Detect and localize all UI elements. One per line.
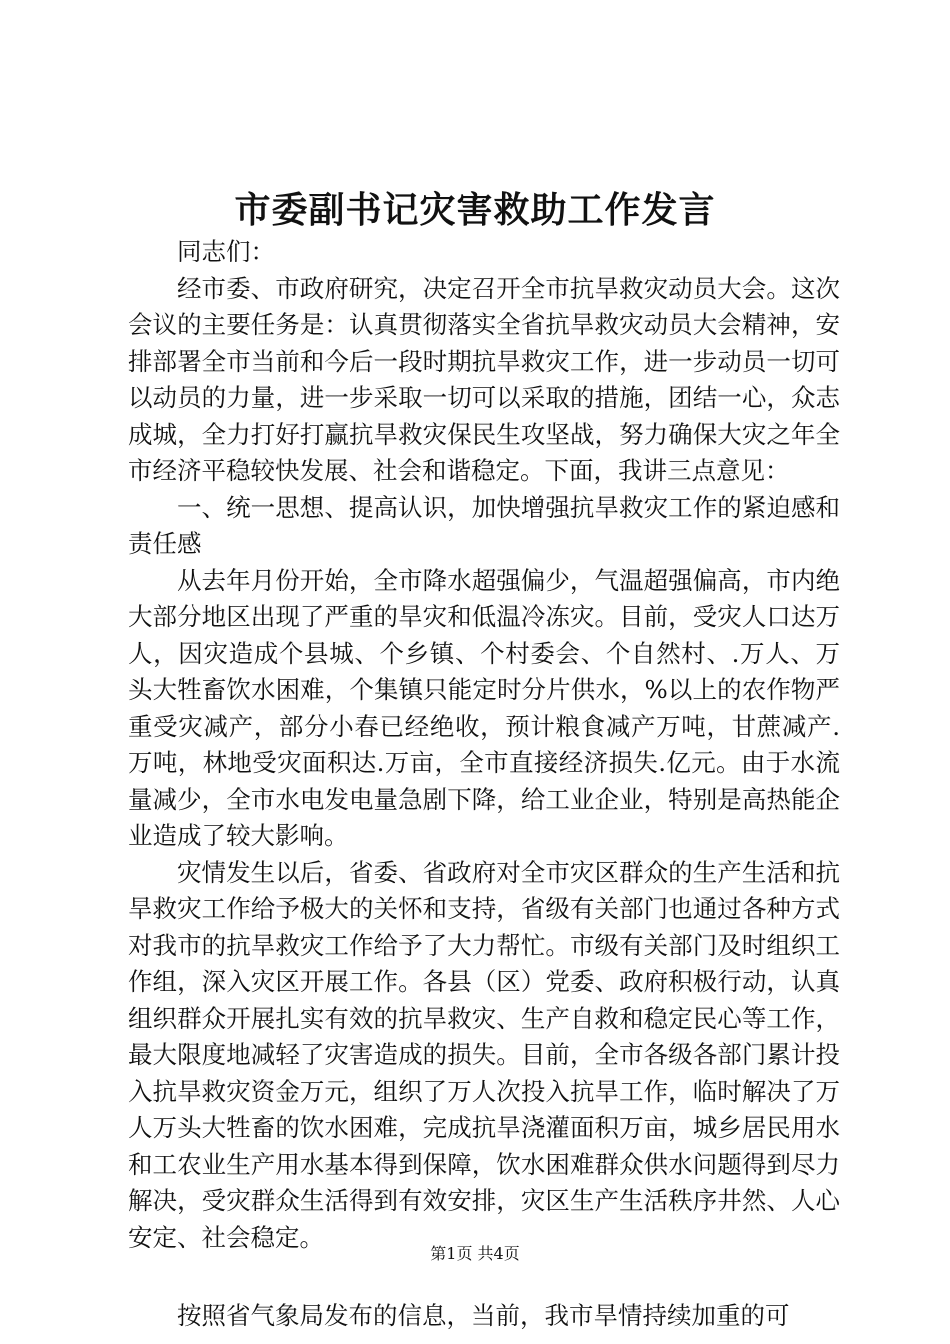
section-heading: 一、统一思想、提高认识，加快增强抗旱救灾工作的紧迫感和责任感: [128, 492, 840, 558]
page-footer: 第1页 共4页: [430, 1244, 520, 1263]
document-body: [128, 234, 840, 1335]
salutation: 同志们：: [177, 237, 275, 266]
document-title: 市委副书记灾害救助工作发言: [234, 189, 716, 231]
paragraph-forecast: 按照省气象局发布的信息，当前，我市旱情持续加重的可: [177, 1301, 790, 1330]
paragraph-disaster-situation: 从去年月份开始，全市降水超强偏少，气温超强偏高，市内绝大部分地区出现了严重的旱灾和低温冷冻灾。目前，受灾人口达万人，因灾造成个县城、个乡镇、个村委会、个自然村、.万人、万头大牲畜饮水困难，个集镇只能定时分片供水，%以上的农作物严重受灾减产，部分小春已经绝收，预计粮食减产万吨，甘蔗减产.万吨，林地受灾面积达.万亩，全市直接经济损失.亿元。由于水流量减少，全市水电发电量急剧下降，给工业企业，特别是高热能企业造成了较大影响。: [128, 565, 840, 850]
paragraph-relief-response: 灾情发生以后，省委、省政府对全市灾区群众的生产生活和抗旱救灾工作给予极大的关怀和支持，省级有关部门也通过各种方式对我市的抗旱救灾工作给予了大力帮忙。市级有关部门及时组织工作组，深入灾区开展工作。各县（区）党委、政府积极行动，认真组织群众开展扎实有效的抗旱救灾、生产自救和稳定民心等工作，最大限度地减轻了灾害造成的损失。目前，全市各级各部门累计投入抗旱救灾资金万元，组织了万人次投入抗旱工作，临时解决了万人万头大牲畜的饮水困难，完成抗旱浇灌面积万亩，城乡居民用水和工农业生产用水基本得到保障，饮水困难群众供水问题得到尽力解决，受灾群众生活得到有效安排，灾区生产生活秩序井然、人心安定、社会稳定。: [128, 857, 840, 1252]
paragraph-intro: 经市委、市政府研究，决定召开全市抗旱救灾动员大会。这次会议的主要任务是：认真贯彻落实全省抗旱救灾动员大会精神，安排部署全市当前和今后一段时期抗旱救灾工作，进一步动员一切可以动员的力量，进一步采取一切可以采取的措施，团结一心，众志成城，全力打好打赢抗旱救灾保民生攻坚战，努力确保大灾之年全市经济平稳较快发展、社会和谐稳定。下面，我讲三点意见：: [128, 273, 840, 485]
